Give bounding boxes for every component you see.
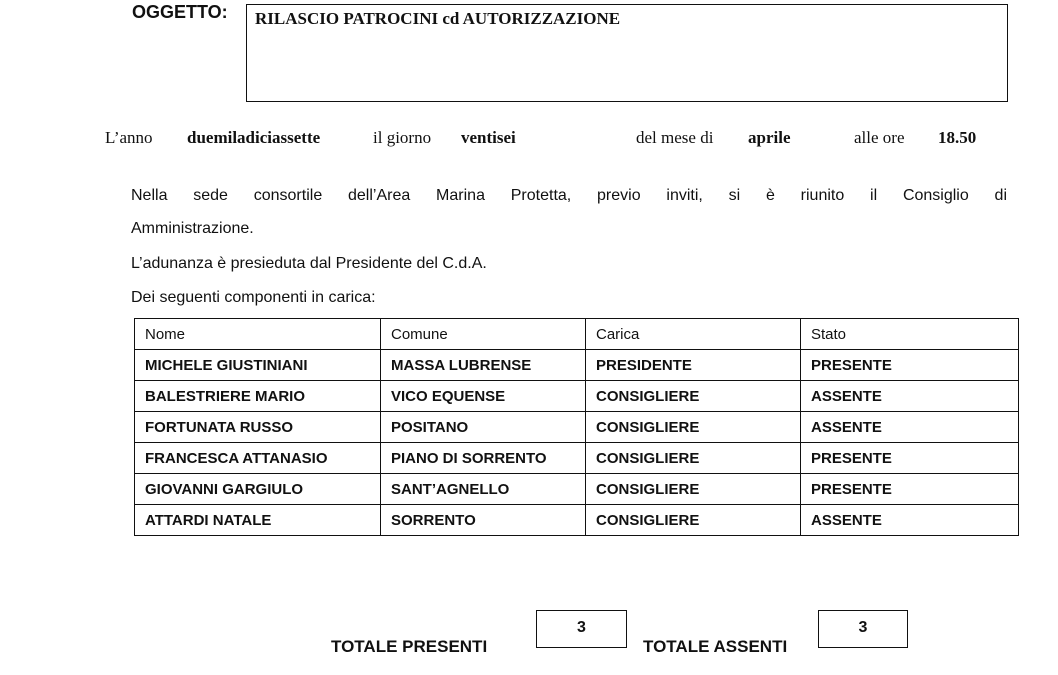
- totale-assenti-label: TOTALE ASSENTI: [643, 637, 788, 656]
- totale-presenti-label: TOTALE PRESENTI: [331, 637, 488, 656]
- members-table: [134, 318, 1019, 536]
- totale-assenti-value: 3: [858, 619, 868, 636]
- cell-carica: CONSIGLIERE: [586, 443, 801, 474]
- date-time: 18.50: [938, 128, 977, 147]
- cell-carica: CONSIGLIERE: [586, 474, 801, 505]
- cell-comune: SANT’AGNELLO: [381, 474, 586, 505]
- cell-nome: BALESTRIERE MARIO: [135, 381, 381, 412]
- date-day-label: il giorno: [373, 128, 432, 147]
- date-month-label: del mese di: [636, 128, 714, 147]
- cell-nome: FORTUNATA RUSSO: [135, 412, 381, 443]
- column-header: Comune: [381, 319, 586, 350]
- cell-comune: MASSA LUBRENSE: [381, 350, 586, 381]
- table-header-row: [135, 319, 1019, 350]
- cell-nome: GIOVANNI GARGIULO: [135, 474, 381, 505]
- date-month: aprile: [748, 128, 791, 147]
- cell-comune: VICO EQUENSE: [381, 381, 586, 412]
- date-year: duemiladiciassette: [187, 128, 321, 147]
- cell-comune: PIANO DI SORRENTO: [381, 443, 586, 474]
- oggetto-box: [246, 4, 1008, 102]
- cell-stato: ASSENTE: [801, 505, 1019, 536]
- column-header: Nome: [135, 319, 381, 350]
- totale-presenti-box: [536, 610, 627, 648]
- paragraph-presidency: L’adunanza è presieduta dal Presidente del C.d.A.: [131, 255, 487, 272]
- oggetto-text: RILASCIO PATROCINI cd AUTORIZZAZIONE: [255, 9, 621, 28]
- cell-stato: PRESENTE: [801, 474, 1019, 505]
- cell-carica: CONSIGLIERE: [586, 381, 801, 412]
- date-prefix: L’anno: [105, 128, 153, 147]
- table-row: [135, 412, 1019, 443]
- cell-nome: ATTARDI NATALE: [135, 505, 381, 536]
- table-row: [135, 443, 1019, 474]
- paragraph-line-2: Amministrazione.: [131, 220, 254, 237]
- totale-assenti-box: [818, 610, 908, 648]
- date-line: [105, 128, 995, 150]
- paragraph-members-intro: Dei seguenti componenti in carica:: [131, 289, 376, 306]
- cell-nome: FRANCESCA ATTANASIO: [135, 443, 381, 474]
- totale-presenti-value: 3: [577, 619, 586, 636]
- table-row: [135, 505, 1019, 536]
- date-time-label: alle ore: [854, 128, 905, 147]
- cell-stato: ASSENTE: [801, 412, 1019, 443]
- column-header: Carica: [586, 319, 801, 350]
- date-day: ventisei: [461, 128, 516, 147]
- cell-carica: CONSIGLIERE: [586, 412, 801, 443]
- cell-comune: POSITANO: [381, 412, 586, 443]
- cell-stato: PRESENTE: [801, 443, 1019, 474]
- cell-carica: CONSIGLIERE: [586, 505, 801, 536]
- cell-stato: PRESENTE: [801, 350, 1019, 381]
- table-row: [135, 474, 1019, 505]
- table-row: [135, 350, 1019, 381]
- table-row: [135, 381, 1019, 412]
- cell-carica: PRESIDENTE: [586, 350, 801, 381]
- column-header: Stato: [801, 319, 1019, 350]
- paragraph-line-1: Nella sede consortile dell’Area Marina Protetta, previo inviti, si è riunito il Consiglio di: [131, 187, 1007, 204]
- oggetto-label: OGGETTO:: [132, 2, 228, 22]
- cell-nome: MICHELE GIUSTINIANI: [135, 350, 381, 381]
- cell-stato: ASSENTE: [801, 381, 1019, 412]
- cell-comune: SORRENTO: [381, 505, 586, 536]
